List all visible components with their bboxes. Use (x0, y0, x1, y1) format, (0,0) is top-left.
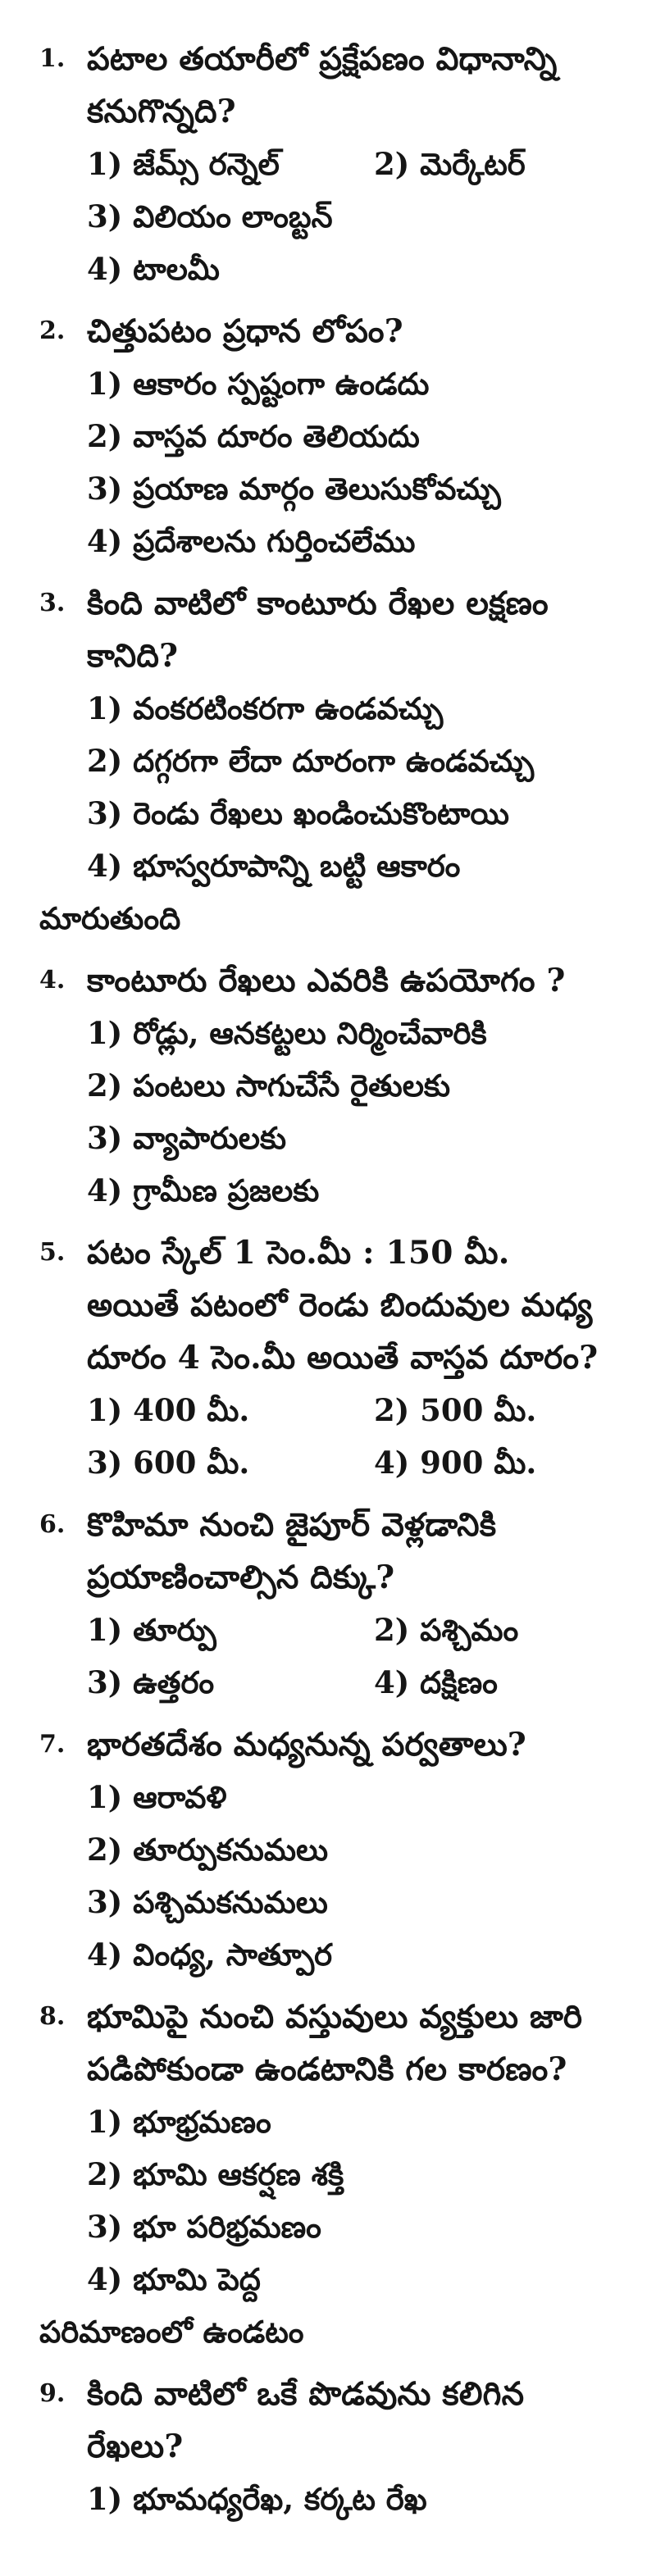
option-3: 3) విలియం లాంబ్టన్ (87, 198, 333, 234)
question-2 (39, 305, 610, 567)
question-6 (39, 1499, 610, 1709)
question-text: చిత్తుపటం ప్రధాన లోపం? (87, 312, 403, 350)
question-number: 2. (39, 316, 66, 345)
option-4: 4) దక్షిణం (374, 1664, 498, 1700)
question-number: 6. (39, 1510, 66, 1539)
question-text: పటాల తయారీలో ప్రక్షేపణం విధానాన్ని కనుగొన్నది? (87, 40, 558, 130)
option-2: 2) తూర్పుకనుమలు (87, 1832, 329, 1868)
question-text: కాంటూరు రేఖలు ఎవరికి ఉపయోగం ? (87, 962, 566, 999)
question-text: భారతదేశం మధ్యనున్న పర్వతాలు? (87, 1726, 526, 1764)
option-3: 3) వ్యాపారులకు (87, 1120, 287, 1156)
options-list (87, 1384, 610, 1489)
options-list (87, 138, 610, 295)
option-2: 2) వాస్తవ దూరం తెలియదు (87, 418, 420, 454)
option-4: 4) గ్రామీణ ప్రజలకు (87, 1172, 320, 1208)
option-4: 4) భూమి పెద్ద (87, 2261, 261, 2297)
option-1: 1) జేమ్స్ రన్నెల్ (87, 146, 280, 182)
options-list (39, 2096, 610, 2358)
options-list (39, 682, 610, 944)
option-3: 3) పశ్చిమకనుమలు (87, 1884, 328, 1920)
question-text: భూమిపై నుంచి వస్తువులు వ్యక్తులు జారి పడిపోకుండా ఉండటానికి గల కారణం? (87, 1998, 583, 2088)
option-2: 2) పశ్చిమం (374, 1612, 519, 1648)
option-4: 4) టాలమీ (87, 251, 220, 287)
option-1: 1) రోడ్లు, ఆనకట్టలు నిర్మించేవారికి (87, 1015, 487, 1051)
options-list (87, 1771, 610, 1981)
option-3: 3) 600 మీ. (87, 1445, 250, 1481)
question-text: కింది వాటిలో ఒకే పొడవును కలిగిన రేఖలు? (87, 2375, 525, 2465)
option-2: 2) భూమి ఆకర్షణ శక్తి (87, 2156, 344, 2192)
question-number: 7. (39, 1730, 66, 1759)
question-5 (39, 1227, 610, 1489)
option-1: 1) ఆరావళి (87, 1779, 227, 1815)
option-4: 4) వింధ్య, సాత్పూర (87, 1937, 333, 1973)
option-1: 1) భూమధ్యరేఖ, కర్కట రేఖ (87, 2481, 427, 2517)
option-3: 3) భూ పరిభ్రమణం (87, 2209, 321, 2245)
options-list (87, 1604, 610, 1709)
option-4-continuation: పరిమాణంలో ఉండటం (39, 2314, 304, 2350)
option-1: 1) తూర్పు (87, 1612, 216, 1648)
question-number: 1. (39, 44, 66, 73)
option-1: 1) 400 మీ. (87, 1392, 250, 1428)
question-7 (39, 1718, 610, 1981)
question-text: కింది వాటిలో కాంటూరు రేఖల లక్షణం కానిది? (87, 585, 549, 675)
question-1 (39, 33, 610, 295)
option-2: 2) మెర్కేటర్ (374, 146, 526, 182)
option-1: 1) వంకరటింకరగా ఉండవచ్చు (87, 690, 444, 726)
option-4: 4) 900 మీ. (374, 1445, 537, 1481)
question-text: పటం స్కేల్ 1 సెం.మీ : 150 మీ. అయితే పటంలో రెండు బిందువుల మధ్య దూరం 4 సెం.మీ అయితే వాస్తవ దూరం? (87, 1234, 599, 1377)
option-4-continuation: మారుతుంది (39, 900, 181, 936)
question-number: 8. (39, 2002, 66, 2031)
question-number: 9. (39, 2379, 66, 2408)
option-1: 1) భూభ్రమణం (87, 2104, 271, 2140)
option-1: 1) ఆకారం స్పష్టంగా ఉండదు (87, 366, 430, 402)
option-4: 4) ప్రదేశాలను గుర్తించలేము (87, 523, 416, 559)
option-3: 3) రెండు రేఖలు ఖండించుకొంటాయి (87, 795, 509, 831)
question-9 (39, 2368, 610, 2525)
question-8 (39, 1991, 610, 2358)
question-4 (39, 954, 610, 1217)
question-3 (39, 577, 610, 944)
options-list (87, 357, 610, 567)
question-number: 3. (39, 589, 66, 617)
option-4: 4) భూస్వరూపాన్ని బట్టి ఆకారం (87, 848, 461, 884)
options-list (87, 1007, 610, 1217)
option-2: 2) దగ్గరగా లేదా దూరంగా ఉండవచ్చు (87, 743, 535, 779)
question-number: 4. (39, 966, 66, 994)
options-list (87, 2473, 610, 2525)
option-2: 2) పంటలు సాగుచేసే రైతులకు (87, 1067, 451, 1104)
option-3: 3) ఉత్తరం (87, 1664, 215, 1700)
option-2: 2) 500 మీ. (374, 1392, 537, 1428)
option-3: 3) ప్రయాణ మార్గం తెలుసుకోవచ్చు (87, 471, 501, 507)
question-number: 5. (39, 1238, 66, 1267)
question-text: కొహిమా నుంచి జైపూర్ వెళ్లడానికి ప్రయాణించాల్సిన దిక్కు? (87, 1506, 497, 1596)
